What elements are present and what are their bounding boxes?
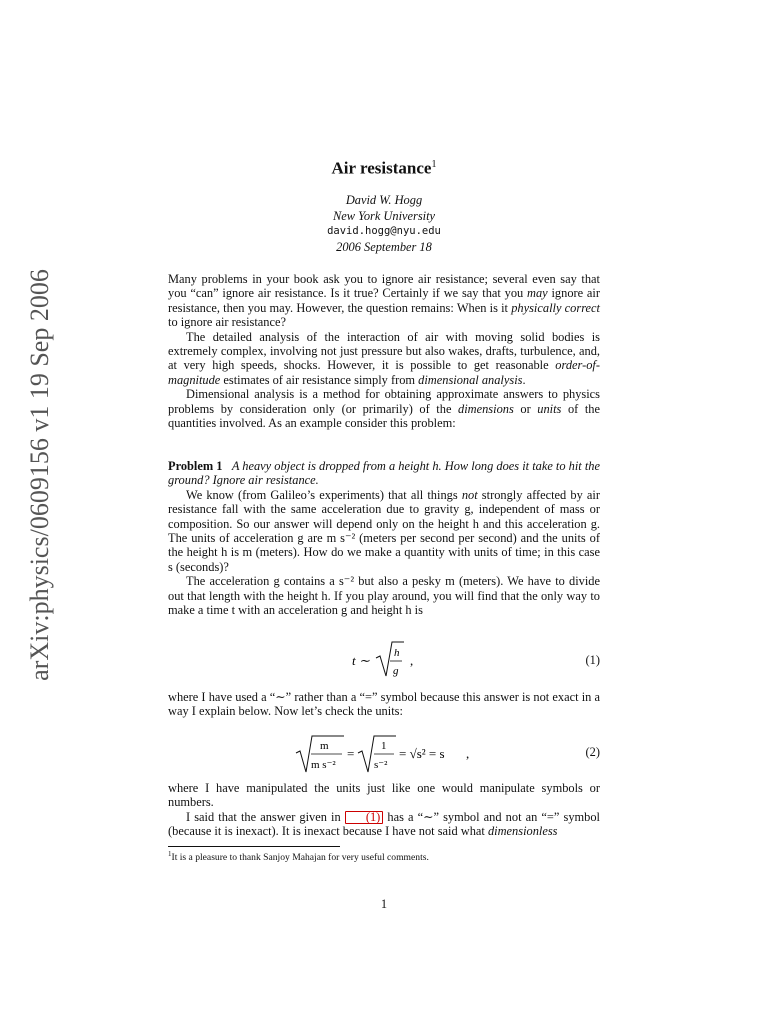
paragraph-3 [168, 387, 600, 430]
footnote-text: It is a pleasure to thank Sanjoy Mahajan for very useful comments. [171, 852, 429, 864]
eq1-lhs: t ∼ [352, 653, 370, 668]
paragraph-4 [168, 488, 600, 574]
footnote [168, 849, 600, 863]
p4-text-b: strongly affected by air resistance fall with the same acceleration due to gravity g, independent of mass or composition. So our answer will depend only on the height h and this acceleration g. The units of acceleration g are m s⁻² (meters per second per second) and the units of the height h is m (meters). How do we make a quantity with units of time; in this case s (seconds)? [168, 487, 600, 574]
equation-1 [168, 636, 600, 684]
author-block [168, 193, 600, 255]
footnote-mark: 1 [168, 850, 172, 858]
eq2-numerator-2: 1 [381, 740, 387, 752]
p2-text-c: . [522, 372, 526, 387]
p1-text-c: to ignore air resistance? [168, 315, 287, 330]
eq2-numerator-1: m [320, 740, 329, 752]
equation-reference-link[interactable]: (1) [345, 811, 383, 824]
p2-emph-2: dimensional analysis [418, 372, 523, 387]
equation-2 [168, 728, 600, 776]
paragraph-2 [168, 330, 600, 388]
closing-section [168, 781, 600, 839]
paragraph-8 [168, 810, 600, 839]
p8-text-b: has a “∼” symbol and not an “=” symbol (because it is inexact). It is inexact because I have not said what [168, 809, 600, 839]
arxiv-stamp [0, 0, 56, 1024]
p3-emph-1: dimensions [458, 401, 514, 416]
paper-title [168, 158, 600, 176]
eq2-comma: , [466, 746, 470, 761]
eq2-tail: = √s² = s [399, 746, 445, 761]
eq1-comma: , [410, 653, 414, 668]
problem-statement [168, 459, 600, 488]
problem-section [168, 459, 600, 617]
p3-text-a: Dimensional analysis is a method for obtaining approximate answers to physics problems by consideration only (or primarily) of the [168, 387, 600, 416]
paragraph-5: The acceleration g contains a s⁻² but also a pesky m (meters). We have to divide out that length with the height h. If you play around, you will find that the only way to make a time t with an acceleration g and height h is [168, 574, 600, 618]
author-email: david.hogg@nyu.edu [327, 225, 441, 237]
p8-text-a: I said that the answer given in [186, 809, 345, 824]
eq1-sqrt-sign [376, 642, 404, 676]
p3-text-b: or [513, 401, 538, 416]
p4-emph-1: not [461, 487, 478, 502]
eq2-denominator-2: s⁻² [374, 759, 388, 771]
p1-emph-2: physically correct [511, 300, 600, 315]
p2-text-b: estimates of air resistance simply from [220, 372, 419, 387]
author-name: David W. Hogg [345, 193, 423, 207]
author-affiliation: New York University [332, 208, 436, 223]
equation-2-graphic [168, 728, 600, 776]
arxiv-identifier: arXiv:physics/0609156 v1 19 Sep 2006 [25, 269, 54, 681]
p4-text-a: We know (from Galileo’s experiments) that all things [186, 487, 462, 502]
eq1-number: (1) [585, 652, 600, 667]
intro-section [168, 272, 600, 430]
eq2-denominator-1: m s⁻² [311, 759, 336, 771]
units-paragraph-block [168, 690, 600, 719]
p2-emph-1: order-of-magnitude [168, 358, 600, 387]
eq1-denominator: g [393, 665, 399, 677]
eq1-numerator: h [394, 647, 400, 659]
p1-text-b: ignore air resistance, then you may. However, the question remains: When is it [168, 286, 601, 315]
p8-emph-1: dimensionless [487, 824, 558, 839]
paragraph-7: where I have manipulated the units just like one would manipulate symbols or numbers. [168, 781, 600, 810]
page-number: 1 [380, 897, 388, 911]
title-footnote-mark: 1 [431, 159, 437, 170]
p2-text-a: The detailed analysis of the interaction of air with moving solid bodies is extremely complex, involving not just pressure but also wakes, drafts, turbulence, and, at very high speeds, shocks. However, it is possible to get reasonable [168, 329, 600, 373]
eq2-number: (2) [585, 744, 600, 759]
problem-text: A heavy object is dropped from a height h. How long does it take to hit the ground? Ignore air resistance. [168, 459, 600, 488]
problem-label: Problem 1 [168, 459, 223, 473]
paper-date: 2006 September 18 [336, 239, 432, 254]
paragraph-6: where I have used a “∼” rather than a “=” symbol because this answer is not exact in a way I explain below. Now let’s check the units: [168, 690, 600, 719]
paragraph-1 [168, 272, 600, 330]
eq2-equals: = [347, 746, 355, 761]
equation-1-graphic [168, 636, 600, 684]
p1-text-a: Many problems in your book ask you to ignore air resistance; several even say that you “can” ignore air resistance. Is it true? Certainly if we say that you [168, 272, 600, 301]
p1-emph-1: may [527, 286, 548, 301]
title-text: Air resistance [331, 158, 432, 178]
p3-text-c: of the quantities involved. As an example consider this problem: [168, 401, 600, 431]
footnote-rule [168, 846, 340, 847]
p3-emph-2: units [537, 401, 562, 416]
